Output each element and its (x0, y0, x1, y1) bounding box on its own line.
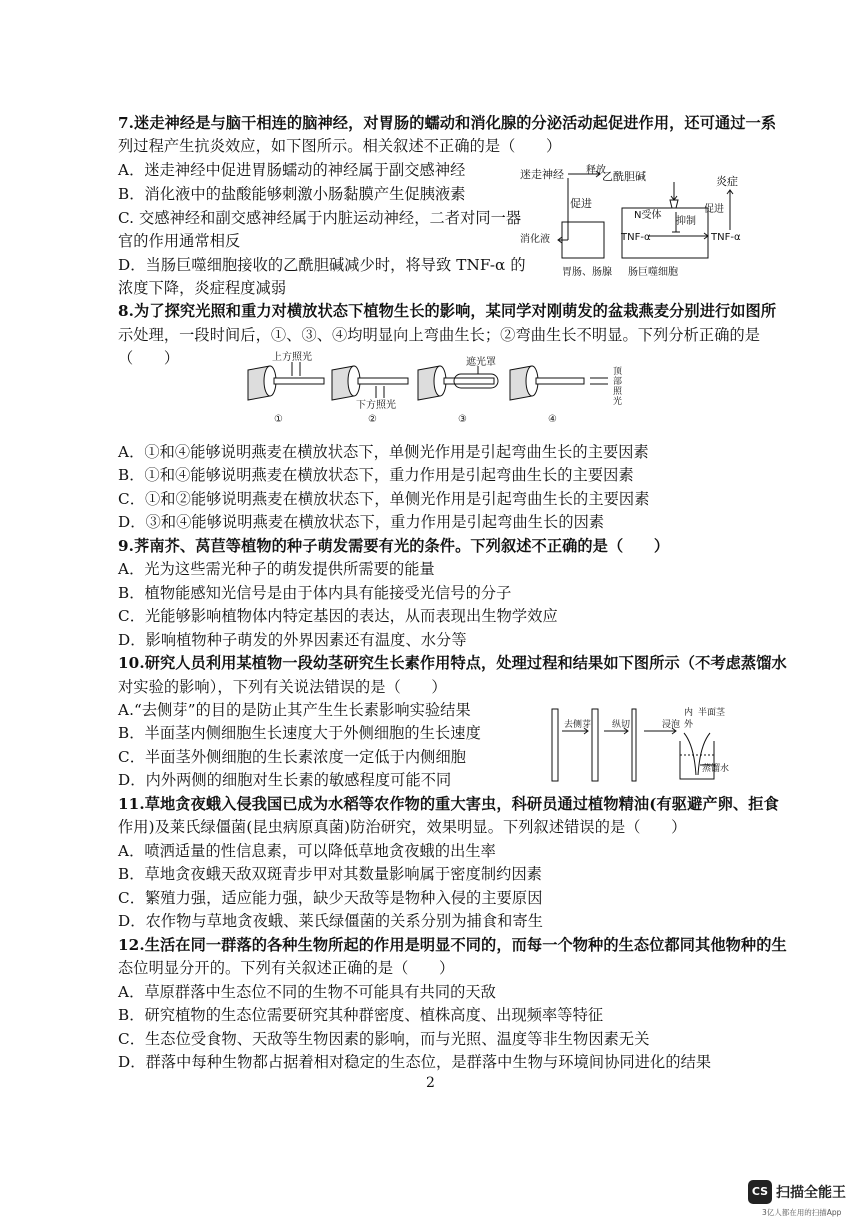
text-line: D．群落中每种生物都占据着相对稳定的生态位，是群落中生物与环境间协同进化的结果 (118, 1053, 712, 1071)
fig8-shade: 遮光罩 (466, 357, 496, 368)
scanner-watermark (748, 1180, 858, 1220)
text-line: 7.迷走神经是与脑干相连的脑神经，对胃肠的蠕动和消化腺的分泌活动起促进作用，还可通过一系 (118, 114, 777, 132)
fig7-macrophage: 肠巨噬细胞 (628, 267, 678, 278)
fig7-nreceptor: N受体 (634, 210, 662, 221)
text-line: A.“去侧芽”的目的是防止其产生生长素影响实验结果 (118, 701, 471, 719)
fig7-release: 释放 (586, 165, 606, 176)
fig8-label-2: ② (368, 414, 377, 425)
fig10-remove-bud: 去侧芽 (564, 720, 592, 730)
text-line: 浓度下降，炎症程度减弱 (118, 279, 287, 297)
text-line: 作用)及莱氏绿僵菌(昆虫病原真菌)防治研究，效果明显。下列叙述错误的是（ ） (118, 818, 687, 836)
text-line: B．草地贪夜蛾天敌双斑青步甲对其数量影响属于密度制约因素 (118, 865, 543, 883)
text-line: D．内外两侧的细胞对生长素的敏感程度可能不同 (118, 771, 452, 789)
text-line: 态位明显分开的。下列有关叙述正确的是（ ） (118, 959, 455, 977)
brand-tagline: 3亿人都在用的扫描App (762, 1208, 842, 1217)
text-line: D．③和④能够说明燕麦在横放状态下，重力作用是引起弯曲生长的因素 (118, 513, 605, 531)
fig7-promote1: 促进 (570, 197, 592, 210)
fig8-label-1: ① (274, 414, 283, 425)
fig8-tip-light-2: 照 (613, 387, 623, 397)
text-line: 12.生活在同一群落的各种生物所起的作用是明显不同的，而每一个物种的生态位都同其他物种的生 (118, 936, 787, 954)
text-line: 示处理，一段时间后，①、③、④均明显向上弯曲生长；②弯曲生长不明显。下列分析正确的是 (118, 326, 761, 344)
stem-experiment-diagram (548, 705, 748, 785)
text-line: B．消化液中的盐酸能够刺激小肠黏膜产生促胰液素 (118, 185, 466, 203)
text-line: A．草原群落中生态位不同的生物不可能具有共同的天敌 (118, 983, 496, 1001)
fig7-vagus: 迷走神经 (520, 168, 564, 181)
text-line: A．①和④能够说明燕麦在横放状态下，单侧光作用是引起弯曲生长的主要因素 (118, 443, 649, 461)
vagus-pathway-diagram (518, 160, 758, 285)
fig8-tip-light-3: 光 (613, 397, 623, 407)
text-line: 对实验的影响），下列有关说法错误的是（ ） (118, 678, 447, 696)
text-line: C．①和②能够说明燕麦在横放状态下，单侧光作用是引起弯曲生长的主要因素 (118, 490, 650, 508)
fig7-inflammation: 炎症 (716, 175, 738, 188)
fig7-gut: 胃肠、肠腺 (562, 267, 612, 278)
text-line: 列过程产生抗炎效应，如下图所示。相关叙述不正确的是（ ） (118, 137, 562, 155)
fig8-label-4: ④ (548, 414, 557, 425)
fig10-inner: 内 (684, 708, 694, 718)
text-line: B．植物能感知光信号是由于体内具有能接受光信号的分子 (118, 584, 512, 602)
oat-seedling-diagram (240, 350, 630, 426)
fig10-half-stem: 半面茎 (698, 708, 726, 718)
text-line: B．①和④能够说明燕麦在横放状态下，重力作用是引起弯曲生长的主要因素 (118, 466, 634, 484)
text-line: A．迷走神经中促进胃肠蠕动的神经属于副交感神经 (118, 161, 466, 179)
page-number: 2 (426, 1075, 435, 1091)
fig7-digestive: 消化液 (520, 234, 550, 245)
text-line: 11.草地贪夜蛾入侵我国已成为水稻等农作物的重大害虫，科研员通过植物精油(有驱避产卵、拒食 (118, 795, 779, 813)
fig8-top-light: 上方照光 (272, 352, 312, 363)
text-line: C．光能够影响植物体内特定基因的表达，从而表现出生物学效应 (118, 607, 558, 625)
fig10-cut: 纵切 (612, 720, 631, 730)
text-line: C．半面茎外侧细胞的生长素浓度一定低于内侧细胞 (118, 748, 467, 766)
brand-name: 扫描全能王 (776, 1185, 846, 1201)
text-line: C．生态位受食物、天敌等生物因素的影响，而与光照、温度等非生物因素无关 (118, 1030, 650, 1048)
text-line: D．当肠巨噬细胞接收的乙酰胆碱减少时，将导致 TNF-α 的 (118, 256, 526, 274)
fig8-tip-light-1: 部 (613, 377, 623, 387)
fig7-inhibit: 抑制 (676, 216, 696, 227)
text-line: 官的作用通常相反 (118, 232, 241, 250)
text-line: 10.研究人员利用某植物一段幼茎研究生长素作用特点，处理过程和结果如下图所示（不考虑蒸馏水 (118, 654, 787, 672)
text-line: B．研究植物的生态位需要研究其种群密度、植株高度、出现频率等特征 (118, 1006, 604, 1024)
text-line: 8.为了探究光照和重力对横放状态下植物生长的影响，某同学对刚萌发的盆栽燕麦分别进行如图所 (118, 302, 777, 320)
fig7-tnf1: TNF-α (621, 232, 651, 243)
fig7-promote2: 促进 (704, 204, 724, 215)
text-line: C．繁殖力强，适应能力强，缺少天敌等是物种入侵的主要原因 (118, 889, 543, 907)
fig10-soak: 浸泡 (662, 720, 681, 730)
fig7-tnf2: TNF-α (711, 232, 741, 243)
text-line: B．半面茎内侧细胞生长速度大于外侧细胞的生长速度 (118, 724, 481, 742)
text-line: C. 交感神经和副交感神经属于内脏运动神经，二者对同一器 (118, 209, 522, 227)
fig8-bottom-light: 下方照光 (356, 400, 396, 411)
text-line: A．光为这些需光种子的萌发提供所需要的能量 (118, 560, 435, 578)
fig8-label-3: ③ (458, 414, 467, 425)
fig10-outer: 外 (684, 720, 694, 730)
text-line: 9.荠南芥、莴苣等植物的种子萌发需要有光的条件。下列叙述不正确的是（ ） (118, 537, 670, 555)
text-line: D．农作物与草地贪夜蛾、莱氏绿僵菌的关系分别为捕食和寄生 (118, 912, 544, 930)
text-line: A．喷洒适量的性信息素，可以降低草地贪夜蛾的出生率 (118, 842, 496, 860)
cs-logo-icon: CS (748, 1180, 772, 1204)
fig7-ach: 乙酰胆碱 (602, 170, 646, 183)
text-line: D．影响植物种子萌发的外界因素还有温度、水分等 (118, 631, 467, 649)
text-line: （ ） (118, 349, 180, 367)
fig8-tip-light-0: 顶 (613, 367, 623, 377)
fig10-water: 蒸馏水 (702, 764, 730, 774)
